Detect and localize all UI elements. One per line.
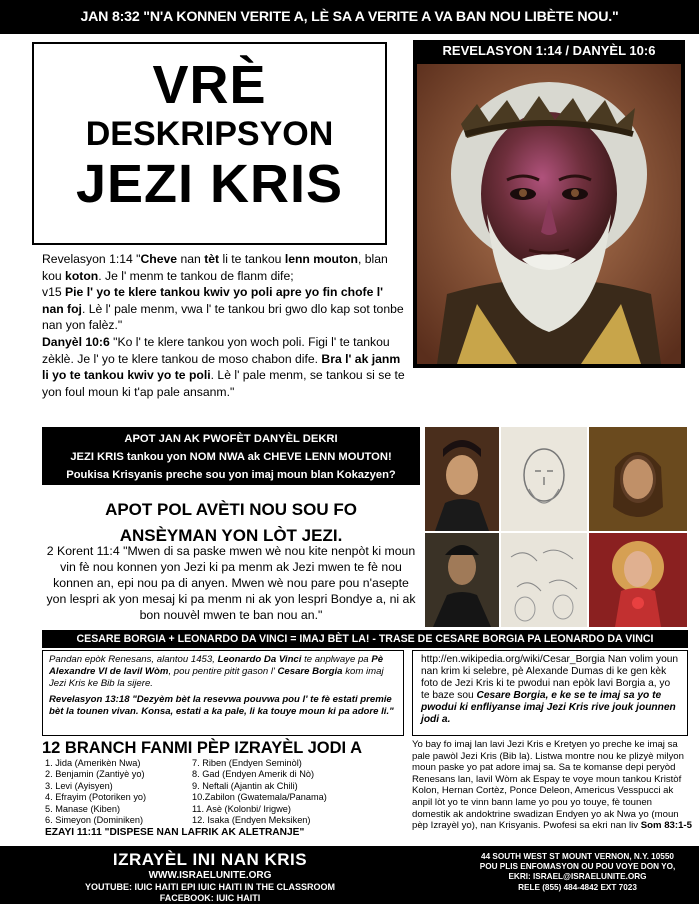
ezayi-verse: EZAYI 11:11 "DISPESE NAN LAFRIK AK ALETRANJE"	[45, 827, 305, 838]
facebook-text: FACEBOOK: IUIC HAITI	[159, 893, 261, 903]
title-line-1: VRÈ	[152, 55, 267, 115]
tribe-item: 3. Levi (Ayisyen)	[45, 780, 113, 791]
phone-text: RELE (855) 484-4842 EXT 7023	[518, 882, 637, 892]
tribe-item: 7. Riben (Endyen Seminòl)	[192, 758, 302, 768]
jesus-portrait-image	[417, 64, 681, 364]
apot-line-3: Poukisa Krisyanis preche sou yon imaj moun blan Kokazyen?	[66, 469, 396, 481]
tribes-list-2	[192, 758, 392, 826]
portrait-label: REVELASYON 1:14 / DANYÈL 10:6	[442, 43, 656, 58]
tribe-item: 1. Jida (Amerikèn Nwa)	[45, 758, 141, 768]
portrait-panel	[413, 40, 685, 368]
tribe-item: 2. Benjamin (Zantiyè yo)	[45, 769, 145, 780]
website-link[interactable]: WWW.ISRAELUNITE.ORG	[148, 870, 272, 881]
tribe-item: 12. Isaka (Endyen Meksiken)	[192, 815, 311, 826]
verse-text: Revelasyon 1:14 "Cheve nan tèt li te tankou lenn mouton, blan kou koton. Je l' menm te tankou de flanm dife; v15 Pie l' yo te klere tankou kwiv yo poli apre yo fin chofe l' nan foj. Lè l' pale menm, vwa l' te tankou bri gwo dlo kap sot tonbe nan yon falèz." Danyèl 10:6 "Ko l' te klere tankou yon woch poli. Figi l' te tankou zèklè. Je l' yo te klere tankou de moso chabon dife. Bra l' ak janm li yo te tankou kwiv yo te poli. Lè l' pale menm, se tankou si se te yon foul moun ki t'ap pale ansanm."	[42, 252, 405, 399]
top-banner: JAN 8:32 "N'A KONNEN VERITE A, LÈ SA A VERITE A VA BAN NOU LIBÈTE NOU."	[0, 0, 699, 34]
youtube-text: YOUTUBE: IUIC HAITI EPI IUIC HAITI IN THE CLASSROOM	[84, 882, 335, 892]
borgia-banner: CESARE BORGIA + LEONARDO DA VINCI = IMAJ BÈT LA! - TRASE DE CESARE BORGIA PA LEONARDO DA VINCI	[42, 630, 688, 648]
tribe-item: 9. Neftali (Ajantin ak Chili)	[192, 780, 298, 791]
renesans-note: Pandan epòk Renesans, alantou 1453, Leonardo Da Vinci te anplwaye pa Pè Alexandre VI de lavil Wòm, pou pentire pitit gason l' Cesare Borgia kom imaj Jezi Kris ke Bib la sijere. Revelasyon 13:18 "Dezyèm bèt la resevwa pouvwa pou l' te fè estati premie bèt la tounen vivan. Konsa, estati a ka pale, li ka touye moun ki pa adore li."	[42, 650, 404, 736]
footer	[0, 846, 699, 904]
branch-title: 12 BRANCH FANMI PÈP IZRAYÈL JODI A	[42, 739, 362, 757]
tribe-item: 4. Efrayim (Potoriken yo)	[45, 792, 147, 803]
pol-heading-line-2: ANSÈYMAN YON LÒT JEZI.	[119, 526, 343, 545]
history-paragraph: Yo bay fo imaj lan lavi Jezi Kris e Kretyen yo preche ke imaj sa pale pawòl Jezi Kris (Bib la). Listwa montre nou ke plizyè milyon moun paske yo pat adore imaj sa. Sa te komanse depi peryòd Renesans lan, lavil Wòm ak Espay te voye moun tankou Kristòf Kolon, Hernan Cortèz, Ponce Deleon, Americus Vesspucci ak anpil lòt yo te vinn bann lame yo pou yo touye, fè tounen domestik ak andoktrine swadizan Endyen yo ak Nwa yo (moun pèp Izrayèl yo), nan Krisyanis. Pwofesi sa ekri nan liv Som 83:1-5	[412, 739, 692, 832]
email-link[interactable]: EKRI: ISRAEL@ISRAELUNITE.ORG	[508, 872, 647, 882]
pol-heading-line-1: APOT POL AVÈTI NOU SOU FO	[105, 500, 357, 519]
org-name: IZRAYÈL INI NAN KRIS	[112, 850, 308, 869]
title-line-2: DESKRIPSYON	[85, 115, 334, 153]
tribe-item: 6. Simeyon (Dominiken)	[45, 815, 144, 826]
tribe-item: 5. Manase (Kiben)	[45, 803, 121, 814]
borgia-images-collage	[425, 427, 687, 627]
tribe-item: 8. Gad (Endyen Amerik di Nò)	[192, 769, 315, 780]
apot-line-2: JEZI KRIS tankou yon NOM NWA ak CHEVE LENN MOUTON!	[70, 451, 392, 463]
footer-right	[465, 852, 690, 893]
footer-left	[50, 850, 370, 904]
title-line-3: JEZI KRIS	[75, 154, 344, 214]
wikipedia-note: http://en.wikipedia.org/wiki/Cesar_Borgia Nan volim youn nan krim ki selebre, pè Alexande Dumas di ke gen kèk foto de Jezi Kris ki te pwodui nan epòk lavi Borgia a, yo te baze sou Cesare Borgia, e ke se te imaj sa yo te pwodui ki enfliyanse imaj Jezi Kris rive jouk jounnen jodi a.	[412, 650, 688, 736]
tribe-item: 10.Zabilon (Gwatemala/Panama)	[192, 792, 327, 803]
wikipedia-link[interactable]: http://en.wikipedia.org/wiki/Cesar_Borgia	[421, 654, 606, 665]
tribes-list-1	[45, 758, 190, 826]
apot-line-1: APOT JAN AK PWOFÈT DANYÈL DEKRI	[124, 433, 338, 445]
pol-heading	[42, 497, 420, 549]
korent-verse: 2 Korent 11:4 "Mwen di sa paske mwen wè nou kite nenpòt ki moun vin fè nou konnen yon Jezi ki pa menm ak Jezi mwen te fè nou konnen an, epi nou pa di anyen. Mwen wè nou pare pou n'asepte yon lespri ak yon mesaj ki pa menm ni ak yon lespri Bondye a, ni ak bon nouvèl mwen te ban nou an."	[46, 544, 416, 622]
info-text: POU PLIS ENFOMASYON OU POU VOYE DON YO,	[479, 862, 676, 872]
address: 44 SOUTH WEST ST MOUNT VERNON, N.Y. 10550	[481, 852, 674, 861]
tribe-item: 11. Asè (Kolonbi/ Irigwe)	[192, 803, 291, 814]
title-box	[32, 42, 387, 245]
apot-banner	[42, 427, 420, 485]
